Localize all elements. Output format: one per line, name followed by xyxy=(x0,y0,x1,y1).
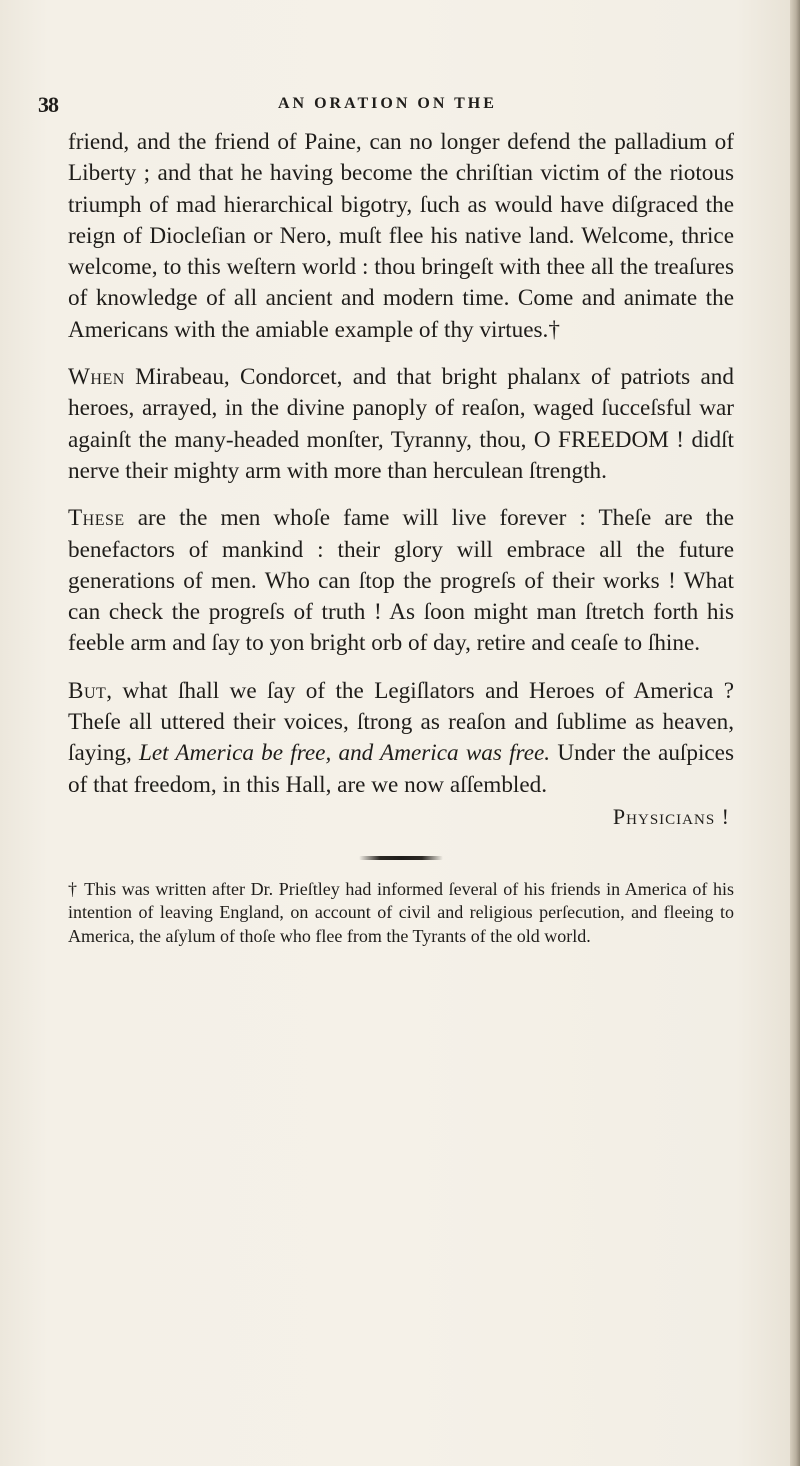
page-edge xyxy=(790,0,800,1466)
page-header xyxy=(38,92,758,122)
paragraph-1-text: friend, and the friend of Paine, can no longer defend the palladium of Liberty ; and that he having become the chriſtian victim of the riotous triumph of mad hierarchical bigotry, ſuch as would have diſgraced the reign of Diocleſian or Nero, muſt flee his native land. Welcome, thrice welcome, to this weſtern world : thou bringeſt with thee all the treaſures of knowledge of all ancient and modern time. Come and animate the Americans with the amiable example of thy virtues.† xyxy=(68,129,734,343)
paragraph-4-italic: Let America be free, and America was free. xyxy=(138,740,551,767)
running-head: AN ORATION ON THE xyxy=(278,95,497,112)
paragraph-3-lead: These xyxy=(68,505,125,532)
paragraph-4 xyxy=(68,676,734,801)
paragraph-4-lead: But xyxy=(68,677,107,704)
page-number: 38 xyxy=(38,92,58,117)
paragraph-2-text: Mirabeau, Condorcet, and that bright phalanx of patriots and heroes, arrayed, in the divine panoply of reaſon, waged ſucceſsful war againſt the many-headed monſter, Tyranny, thou, O FREEDOM ! didſt nerve their mighty arm with more than herculean ſtrength. xyxy=(68,364,734,484)
catchword: Physicians ! xyxy=(612,803,730,829)
paragraph-3-text: are the men whoſe fame will live forever : Theſe are the benefactors of mankind : their glory will embrace all the future generations of men. Who can ſtop the progreſs of their works ! What can check the progreſs of truth ! As ſoon might man ſtretch forth his feeble arm and ſay to yon bright orb of day, retire and ceaſe to ſhine. xyxy=(68,505,734,657)
paragraph-2 xyxy=(68,362,734,487)
footnote xyxy=(68,878,734,948)
footnote-mark: † xyxy=(68,878,79,899)
paragraph-2-lead: When xyxy=(68,364,125,391)
paragraph-4-text-after: Under the auſpices of that freedom, in this Hall, are we now aſſembled. xyxy=(68,740,734,798)
paragraph-1 xyxy=(68,127,734,346)
page-body xyxy=(68,127,734,948)
paragraph-4-text-before: , what ſhall we ſay of the Legiſlators and Heroes of America ? Theſe all uttered their voices, ſtrong as reaſon and ſublime as heaven, ſaying, xyxy=(68,677,734,767)
footnote-text: This was written after Dr. Prieſtley had informed ſeveral of his friends in America of his intention of leaving England, on account of civil and religious perſecution, and fleeing to America, the aſylum of thoſe who flee from the Tyrants of the old world. xyxy=(68,878,734,946)
footnote-divider xyxy=(359,856,443,860)
paragraph-3 xyxy=(68,503,734,659)
